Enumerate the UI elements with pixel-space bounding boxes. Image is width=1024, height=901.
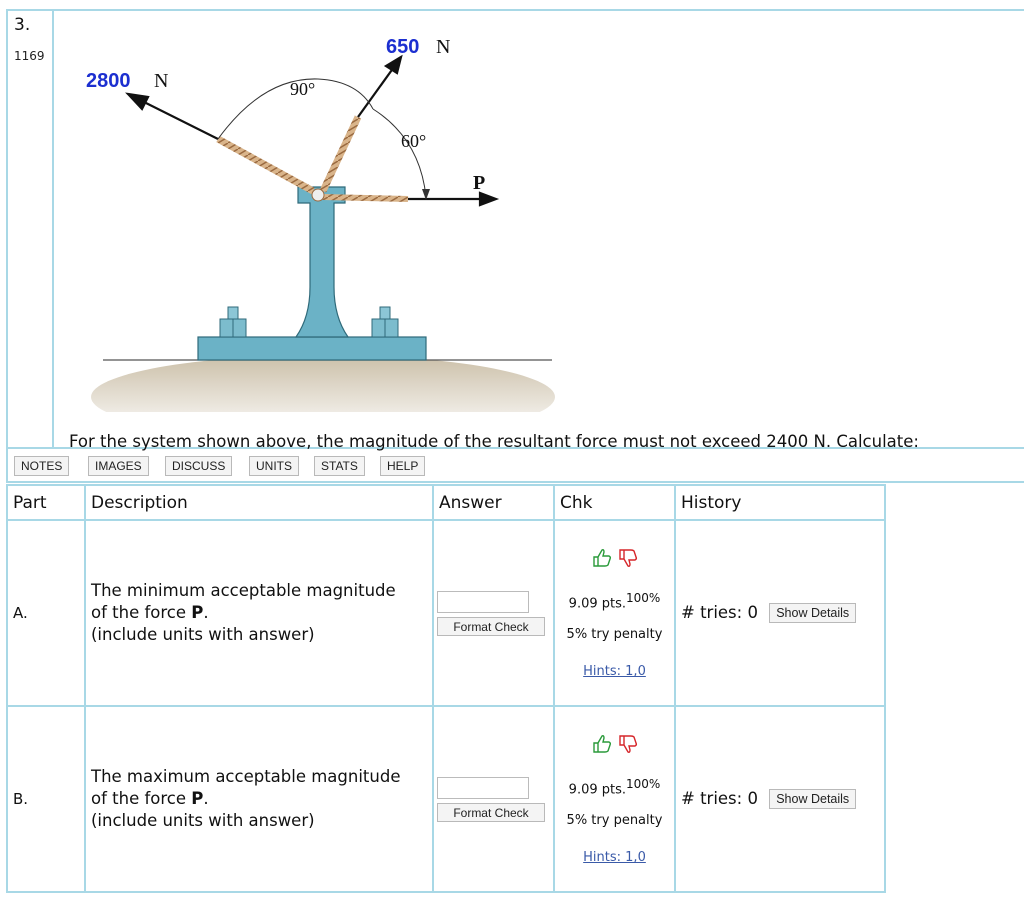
description-line: (include units with answer) (91, 625, 315, 644)
angle-label-90: 90° (290, 79, 316, 99)
header-chk: Chk (554, 485, 675, 520)
question-toolbar (6, 449, 1024, 483)
force-label-p: P (473, 172, 486, 194)
part-description (85, 520, 433, 706)
force-label-650-value: 650 (386, 36, 420, 58)
angle-label-60: 60° (401, 131, 427, 151)
header-part: Part (7, 485, 85, 520)
force-label-2800-unit: N (154, 70, 169, 92)
format-check-button[interactable]: Format Check (437, 617, 545, 636)
description-line (91, 788, 432, 810)
base-plate (198, 337, 426, 360)
units-button[interactable]: UNITS (249, 456, 299, 476)
force-arrow-650 (358, 57, 401, 117)
try-penalty: 5% try penalty (566, 627, 663, 643)
angle-arc-60 (373, 109, 426, 197)
points-value (555, 591, 674, 611)
feedback-thumbs (555, 547, 674, 569)
problem-frame (6, 9, 1024, 449)
header-description: Description (85, 485, 433, 520)
answer-cell (433, 706, 554, 892)
points-percent: 100% (626, 590, 661, 605)
answer-cell (433, 520, 554, 706)
show-details-button[interactable]: Show Details (769, 603, 856, 623)
history-cell (675, 520, 885, 706)
tries-count: # tries: 0 (681, 602, 758, 622)
description-bold: P (191, 603, 204, 622)
force-label-650-unit: N (436, 36, 451, 58)
part-label: A. (7, 520, 85, 706)
description-line: The minimum acceptable magnitude (91, 581, 396, 600)
bolt-right (372, 307, 398, 337)
hints-link[interactable]: Hints: 1,0 (583, 850, 646, 866)
rope-right (323, 197, 408, 199)
force-diagram-figure (68, 17, 568, 412)
tries-count: # tries: 0 (681, 788, 758, 808)
description-text: . (203, 603, 209, 622)
hints-link[interactable]: Hints: 1,0 (583, 664, 646, 680)
description-line (91, 602, 432, 624)
check-cell (554, 706, 675, 892)
question-number-column (8, 11, 54, 447)
part-label: B. (7, 706, 85, 892)
description-text: . (203, 789, 209, 808)
description-bold: P (191, 789, 204, 808)
rope-up (323, 117, 358, 191)
show-details-button[interactable]: Show Details (769, 789, 856, 809)
parts-table (6, 484, 886, 893)
points-percent: 100% (626, 776, 661, 791)
table-row (7, 706, 885, 892)
help-button[interactable]: HELP (380, 456, 425, 476)
rope-knot (312, 189, 324, 201)
thumbs-up-icon[interactable] (591, 547, 613, 569)
description-text: of the force (91, 789, 192, 808)
feedback-thumbs (555, 733, 674, 755)
question-prompt: For the system shown above, the magnitude of the resultant force must not exceed 2400 N. Calculate: (69, 432, 919, 451)
force-arrow-p (408, 193, 496, 205)
thumbs-down-icon[interactable] (617, 547, 639, 569)
ground-shadow (91, 355, 555, 412)
force-arrow-2800 (128, 94, 218, 139)
question-number: 3. (14, 15, 31, 35)
points-value (555, 777, 674, 797)
stats-button[interactable]: STATS (314, 456, 365, 476)
description-line: (include units with answer) (91, 811, 315, 830)
thumbs-down-icon[interactable] (617, 733, 639, 755)
header-answer: Answer (433, 485, 554, 520)
points-text: 9.09 pts. (568, 596, 627, 612)
notes-button[interactable]: NOTES (14, 456, 69, 476)
thumbs-up-icon[interactable] (591, 733, 613, 755)
question-id: 1169 (14, 49, 45, 63)
rope-left (218, 139, 313, 191)
description-line: The maximum acceptable magnitude (91, 767, 401, 786)
answer-input[interactable] (437, 777, 529, 799)
points-text: 9.09 pts. (568, 782, 627, 798)
post (296, 187, 348, 337)
history-cell (675, 706, 885, 892)
discuss-button[interactable]: DISCUSS (165, 456, 232, 476)
part-description (85, 706, 433, 892)
header-history: History (675, 485, 885, 520)
force-label-2800-value: 2800 (86, 70, 131, 92)
table-header-row (7, 485, 885, 520)
try-penalty: 5% try penalty (566, 813, 663, 829)
description-text: of the force (91, 603, 192, 622)
bolt-left (220, 307, 246, 337)
format-check-button[interactable]: Format Check (437, 803, 545, 822)
check-cell (554, 520, 675, 706)
answer-input[interactable] (437, 591, 529, 613)
images-button[interactable]: IMAGES (88, 456, 149, 476)
table-row (7, 520, 885, 706)
